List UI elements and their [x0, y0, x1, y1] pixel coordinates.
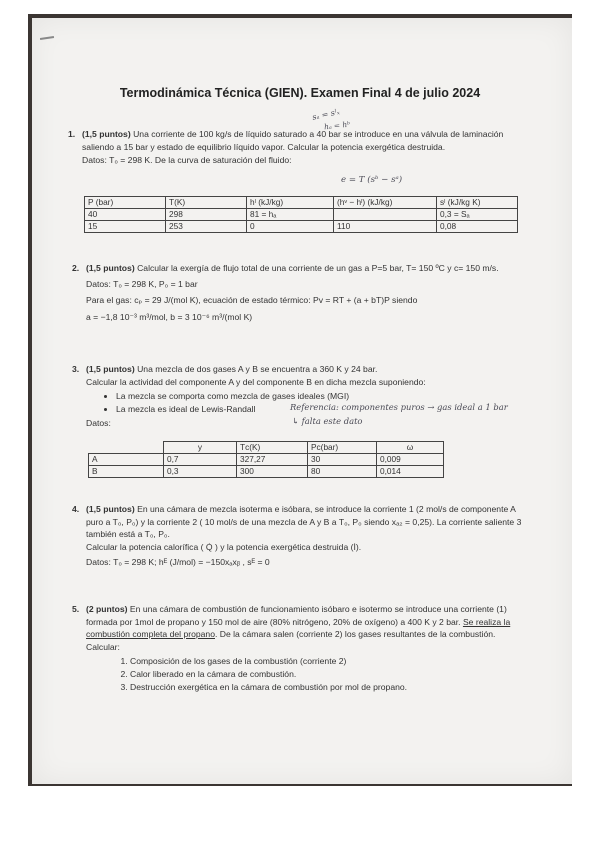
- question-2: [72, 262, 526, 323]
- question-text: . De la cámara salen (corriente 2) los gases resultantes de la combustión.: [215, 629, 496, 640]
- question-points: (1,5 puntos): [86, 504, 135, 514]
- question-number: 2.: [72, 263, 80, 273]
- list-item: 2. Calor liberado en la cámara de combustión.: [130, 668, 528, 681]
- table-cell: 0,014: [377, 466, 444, 478]
- table-cell: A: [89, 454, 164, 466]
- question-4: [72, 503, 526, 569]
- table-cell: 81 = hₐ: [247, 209, 334, 221]
- table-cell: 40: [85, 209, 166, 221]
- table-cell: B: [89, 466, 164, 478]
- table-header: hˡ (kJ/kg): [247, 197, 334, 209]
- question-text: Una corriente de 100 kg/s de líquido saturado a 40 bar se introduce en una válvula de laminación saliendo a 15 bar y estado de equilibrio líquido vapor. Calcular la potencia exergética destruida.: [82, 129, 504, 152]
- table-cell: 300: [237, 466, 308, 478]
- question-data: Calcular:: [86, 641, 120, 652]
- table-cell: 0,3 = Sₐ: [437, 209, 518, 221]
- question-text: En una cámara de combustión de funcionamiento isóbaro e isotermo se introduce una corriente (1) formada por 1mol de propano y 150 mol de aire (80% nitrógeno, 20% de oxígeno) a 400 K y 2 bar.: [86, 604, 507, 627]
- list-item: 3. Destrucción exergética en la cámara de combustión por mol de propano.: [130, 681, 528, 694]
- question-number: 4.: [72, 504, 80, 514]
- list-item: • La mezcla es ideal de Lewis-Randall: [116, 403, 526, 416]
- handwritten-note: hₐ = hᵇ: [323, 119, 351, 132]
- question-5: [72, 603, 528, 693]
- table-cell: 0,009: [377, 454, 444, 466]
- question-data: Datos: T₀ = 298 K. De la curva de saturación del fluido:: [82, 155, 292, 166]
- table-cell: 0: [247, 221, 334, 233]
- gas-properties: Para el gas: cₚ = 29 J/(mol K), ecuación de estado térmico: Pv = RT + (a + bT)P siendo: [86, 295, 418, 306]
- question-text: Calcular la actividad del componente A y del componente B en dicha mezcla suponiendo:: [86, 376, 426, 387]
- table-cell: 0,3: [164, 466, 237, 478]
- table-cell: 110: [334, 221, 437, 233]
- table-header: Pᴄ(bar): [308, 442, 377, 454]
- question-points: (1,5 puntos): [86, 364, 135, 374]
- question-data: Datos: T₀ = 298 K, P₀ = 1 bar: [86, 278, 198, 289]
- question-text: Calcular la exergía de flujo total de una corriente de un gas a P=5 bar, T= 150 ºC y c= 150 m/s.: [134, 263, 499, 273]
- table-header: sˡ (kJ/kg K): [437, 197, 518, 209]
- table-header: P (bar): [85, 197, 166, 209]
- table-header: [89, 442, 164, 454]
- handwritten-note: sₐ = sˡₓ: [311, 107, 341, 122]
- question-data: Datos: T₀ = 298 K; hᴱ (J/mol) = −150xₐxᵦ , sᴱ = 0: [86, 557, 270, 568]
- exam-title: Termodinámica Técnica (GIEN). Examen Final 4 de julio 2024: [119, 86, 481, 100]
- gas-coefficients: a = −1,8 10⁻³ m³/mol, b = 3 10⁻⁶ m³/(mol K): [86, 311, 253, 322]
- table-cell: [334, 209, 437, 221]
- mixture-table: [88, 441, 444, 478]
- question-points: (2 puntos): [86, 604, 128, 614]
- task-list: [130, 655, 528, 693]
- question-points: (1,5 puntos): [82, 129, 131, 139]
- handwritten-note: ↳ falta este dato: [292, 416, 363, 426]
- handwritten-note: e = T (sᵇ − sᵃ): [341, 175, 403, 185]
- question-1: [68, 128, 522, 167]
- table-cell: 0,08: [437, 221, 518, 233]
- table-header: ω: [377, 442, 444, 454]
- table-cell: 30: [308, 454, 377, 466]
- table-header: (hᵛ − hˡ) (kJ/kg): [334, 197, 437, 209]
- question-number: 3.: [72, 364, 80, 374]
- underlined-text: Se realiza la combustión completa del propano: [86, 616, 511, 640]
- question-data: Datos:: [86, 418, 111, 429]
- table-header: y: [164, 442, 237, 454]
- table-cell: 253: [166, 221, 247, 233]
- saturation-table: [84, 196, 518, 233]
- question-text: Una mezcla de dos gases A y B se encuentra a 360 K y 24 bar.: [134, 364, 378, 374]
- question-number: 1.: [68, 129, 76, 139]
- table-header: T(K): [166, 197, 247, 209]
- question-number: 5.: [72, 604, 80, 614]
- table-cell: 298: [166, 209, 247, 221]
- list-item: 1. Composición de los gases de la combustión (corriente 2): [130, 655, 528, 668]
- list-item: • La mezcla se comporta como mezcla de gases ideales (MGI): [116, 390, 526, 403]
- table-header: Tᴄ(K): [237, 442, 308, 454]
- table-cell: 327,27: [237, 454, 308, 466]
- table-cell: 0,7: [164, 454, 237, 466]
- table-cell: 80: [308, 466, 377, 478]
- question-points: (1,5 puntos): [86, 263, 135, 273]
- table-cell: 15: [85, 221, 166, 233]
- question-text: En una cámara de mezcla isoterma e isóbara, se introduce la corriente 1 (2 mol/s de componente A puro a T₀, P₀) y la corriente 2 ( 10 mol/s de una mezcla de A y B a T₀, P₀ siendo xₐ₂ = 0,25). La corriente saliente 3 también está a T₀, P₀.: [86, 504, 522, 540]
- question-text: Calcular la potencia calorífica ( Q̇ ) y la potencia exergética destruida (İ).: [86, 541, 362, 552]
- handwritten-note: Referencia: componentes puros → gas ideal a 1 bar: [290, 402, 508, 412]
